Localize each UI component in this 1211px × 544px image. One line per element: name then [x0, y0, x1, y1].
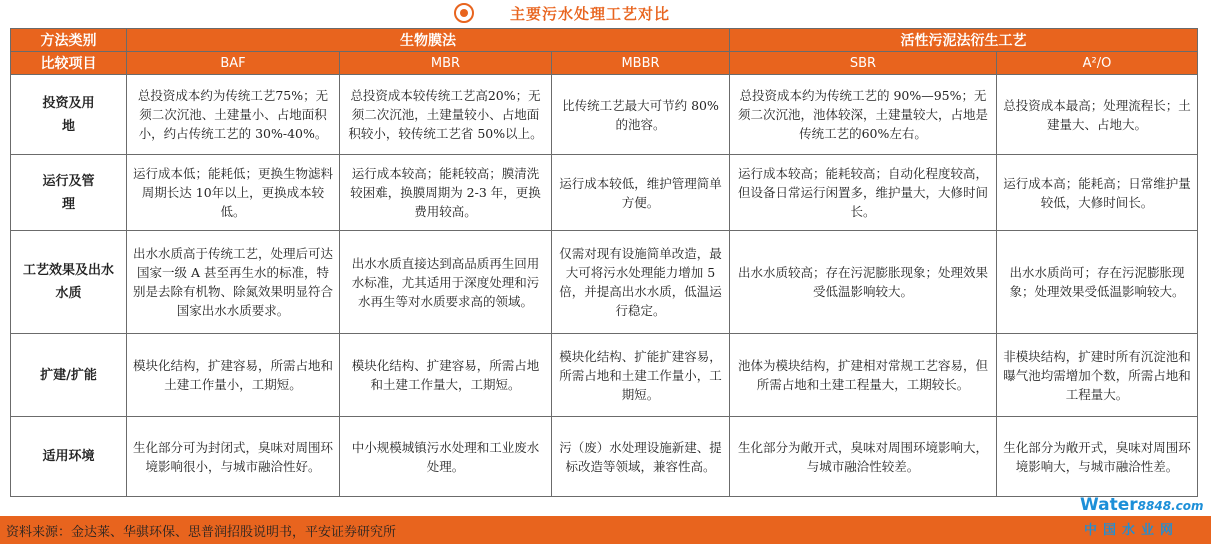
table-row	[11, 155, 1198, 231]
table-cell: 运行成本较低，维护管理简单方便。	[552, 155, 730, 231]
row-label-text: 投资及用地	[42, 95, 95, 134]
logo-suffix: .com	[1171, 499, 1204, 513]
table-cell: 运行成本较高；能耗较高；膜清洗较困难，换膜周期为 2-3 年，更换费用较高。	[340, 155, 552, 231]
table-cell: 比传统工艺最大可节约 80%的池容。	[552, 75, 730, 155]
process-header-sbr: SBR	[730, 52, 997, 75]
logo-number: 8848	[1137, 499, 1172, 513]
table-cell: 中小规模城镇污水处理和工业废水处理。	[340, 417, 552, 497]
table-cell: 生化部分为敞开式，臭味对周围环境影响大，与城市融洽性差。	[997, 417, 1198, 497]
table-cell: 总投资成本约为传统工艺的 90%—95%；无须二次沉池，池体较深，土建量较大，占地是传统工艺的60%左右。	[730, 75, 997, 155]
source-footer	[0, 516, 1211, 544]
table-cell: 总投资成本较传统工艺高20%；无须二次沉池，土建量较小、占地面积较小，较传统工艺省 50%以上。	[340, 75, 552, 155]
source-note: 资料来源：金达莱、华骐环保、思普润招股说明书，平安证券研究所	[6, 525, 397, 540]
row-label: 适用环境	[11, 417, 127, 497]
comparison-table	[10, 28, 1198, 497]
table-cell: 非模块结构，扩建时所有沉淀池和曝气池均需增加个数，所需占地和工程量大。	[997, 334, 1198, 417]
table-cell: 出水水质尚可；存在污泥膨胀现象；处理效果受低温影响较大。	[997, 231, 1198, 334]
logo-chinese-name: 中国水业网	[1084, 523, 1180, 538]
row-label: 扩建/扩能	[11, 334, 127, 417]
table-cell: 运行成本低；能耗低；更换生物滤料周期长达 10年以上，更换成本较低。	[127, 155, 340, 231]
table-cell: 出水水质高于传统工艺，处理后可达国家一级 A 甚至再生水的标准，特别是去除有机物、除氮效果明显符合国家出水水质要求。	[127, 231, 340, 334]
method-category-header: 方法类别	[11, 29, 127, 52]
table-cell: 模块化结构，扩建容易，所需占地和土建工作量小，工期短。	[127, 334, 340, 417]
row-label	[11, 231, 127, 334]
row-label-text: 工艺效果及出水水质	[22, 263, 114, 301]
table-cell: 生化部分可为封闭式，臭味对周围环境影响很小，与城市融洽性好。	[127, 417, 340, 497]
table-cell: 仅需对现有设施简单改造，最大可将污水处理能力增加 5 倍，并提高出水水质，低温运行稳定。	[552, 231, 730, 334]
title-bar	[0, 0, 1211, 26]
logo-wordmark	[1080, 495, 1204, 515]
process-header-a2o: A²/O	[997, 52, 1198, 75]
process-header-mbbr: MBBR	[552, 52, 730, 75]
header-row-method	[11, 29, 1198, 52]
table-cell: 池体为模块结构，扩建相对常规工艺容易，但所需占地和土建工程量大，工期较长。	[730, 334, 997, 417]
process-header-mbr: MBR	[340, 52, 552, 75]
table-row	[11, 231, 1198, 334]
table-row	[11, 75, 1198, 155]
table-cell: 运行成本高；能耗高；日常维护量较低，大修时间长。	[997, 155, 1198, 231]
row-label	[11, 75, 127, 155]
table-cell: 总投资成本约为传统工艺75%；无须二次沉池、土建量小、占地面积小，约占传统工艺的 30%-40%。	[127, 75, 340, 155]
table-row	[11, 417, 1198, 497]
compare-item-header: 比较项目	[11, 52, 127, 75]
table-cell: 总投资成本最高；处理流程长；土建量大、占地大。	[997, 75, 1198, 155]
table-cell: 污（废）水处理设施新建、提标改造等领域，兼容性高。	[552, 417, 730, 497]
process-header-baf: BAF	[127, 52, 340, 75]
biofilm-group-header: 生物膜法	[127, 29, 730, 52]
table-cell: 模块化结构、扩能扩建容易，所需占地和土建工作量小，工期短。	[552, 334, 730, 417]
header-row-process	[11, 52, 1198, 75]
watermark-logo	[1080, 495, 1205, 543]
row-label	[11, 155, 127, 231]
table-cell: 生化部分为敞开式，臭味对周围环境影响大，与城市融洽性较差。	[730, 417, 997, 497]
activated-sludge-group-header: 活性污泥法衍生工艺	[730, 29, 1198, 52]
table-cell: 出水水质直接达到高品质再生回用水标准，尤其适用于深度处理和污水再生等对水质要求高的领域。	[340, 231, 552, 334]
table-cell: 运行成本较高；能耗较高；自动化程度较高，但设备日常运行闲置多，维护量大，大修时间长。	[730, 155, 997, 231]
table-cell: 出水水质较高；存在污泥膨胀现象；处理效果受低温影响较大。	[730, 231, 997, 334]
table-cell: 模块化结构、扩建容易，所需占地和土建工作量大，工期短。	[340, 334, 552, 417]
target-circle-icon	[454, 3, 474, 23]
logo-word: Water	[1080, 495, 1138, 515]
table-row	[11, 334, 1198, 417]
row-label-text: 运行及管理	[42, 173, 95, 212]
page-title: 主要污水处理工艺对比	[510, 5, 671, 23]
